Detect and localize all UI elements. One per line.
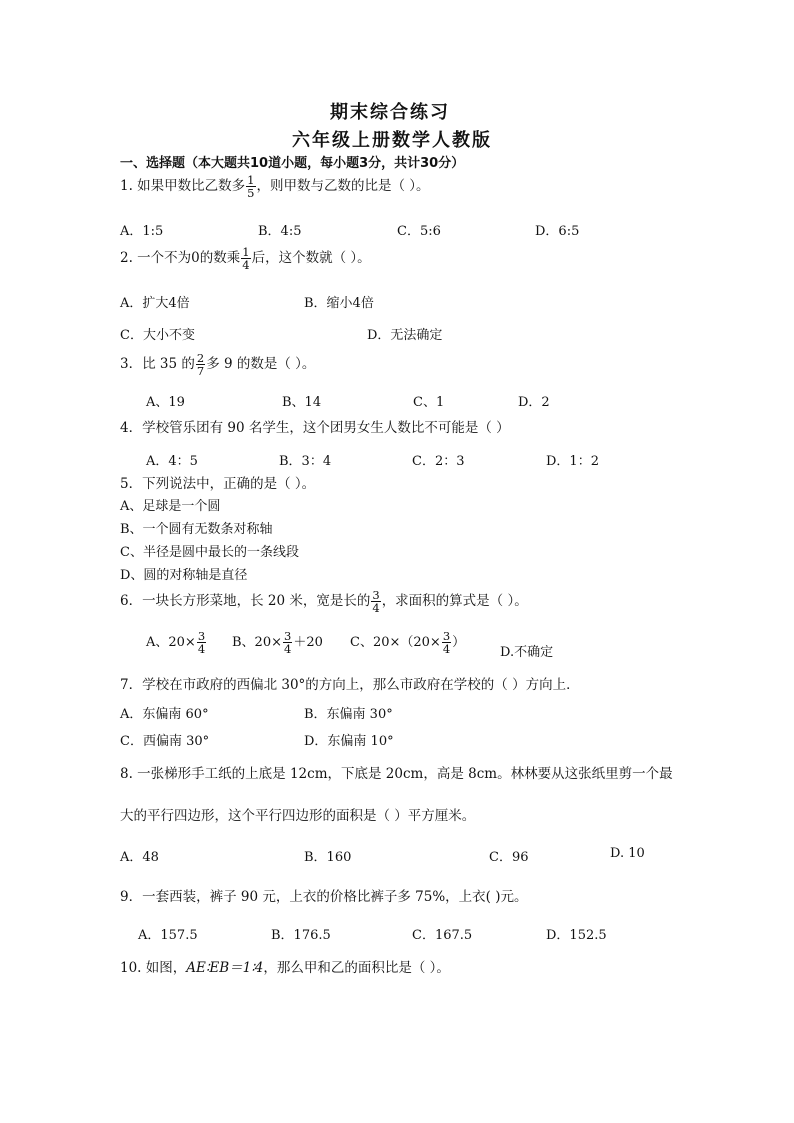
option-b: B．缩小4倍 bbox=[304, 296, 374, 311]
option-b: B、14 bbox=[282, 395, 322, 410]
section-heading: 一、选择题（本大题共10道小题，每小题3分，共计30分） bbox=[120, 156, 465, 171]
question-5: 5．下列说法中，正确的是（ ）。 bbox=[120, 476, 316, 492]
question-3-text-end: 多 9 的数是（ ）。 bbox=[206, 356, 316, 372]
option-c: C．5:6 bbox=[397, 224, 441, 239]
ratio-expression: AE∶EB＝1∶4 bbox=[186, 960, 264, 976]
option-a: A．4：5 bbox=[146, 454, 198, 469]
option-d: D．2 bbox=[518, 395, 550, 410]
fraction: $\frac{3}{4}$ bbox=[442, 629, 451, 656]
option-c: C．西偏南 30° bbox=[120, 734, 210, 749]
question-10-text: 10. 如图， bbox=[120, 960, 187, 976]
option-d: D、圆的对称轴是直径 bbox=[120, 568, 248, 583]
question-2-text-end: 后，这个数就（ ）。 bbox=[251, 250, 371, 266]
question-6 bbox=[120, 589, 528, 614]
option-d: D.不确定 bbox=[500, 645, 554, 660]
option-b: B．3：4 bbox=[279, 454, 332, 469]
question-8-line-1: 8. 一张梯形手工纸的上底是 12cm，下底是 20cm，高是 8cm。林林要从这张纸里剪一个最 bbox=[120, 766, 673, 782]
fraction: $\frac{2}{7}$ bbox=[196, 351, 205, 378]
option-d: D．6:5 bbox=[535, 224, 580, 239]
question-1 bbox=[120, 174, 430, 199]
fraction: $\frac{3}{4}$ bbox=[197, 629, 206, 656]
question-6-text: 6．一块长方形菜地，长 20 米，宽是长的 bbox=[120, 593, 371, 609]
option-b: B．东偏南 30° bbox=[304, 707, 393, 722]
question-9: 9．一套西装，裤子 90 元，上衣的价格比裤子多 75%，上衣( )元。 bbox=[120, 889, 528, 905]
option-a: A、20× $\frac{3}{4}$ bbox=[146, 629, 206, 656]
option-b: B、一个圆有无数条对称轴 bbox=[120, 522, 273, 537]
page-title: 期末综合练习 bbox=[330, 102, 450, 123]
option-a: A．扩大4倍 bbox=[120, 296, 190, 311]
question-1-text-end: ，则甲数与乙数的比是（ ）。 bbox=[256, 178, 430, 194]
question-10 bbox=[120, 956, 450, 976]
question-1-text: 1. 如果甲数比乙数多 bbox=[120, 178, 246, 194]
option-a: A．157.5 bbox=[138, 928, 198, 943]
question-2 bbox=[120, 246, 371, 271]
option-a: A．1:5 bbox=[120, 224, 164, 239]
fraction: $\frac{1}{5}$ bbox=[247, 173, 255, 200]
option-b: B．160 bbox=[304, 850, 352, 865]
option-d: D．东偏南 10° bbox=[304, 734, 394, 749]
question-4: 4．学校管乐团有 90 名学生，这个团男女生人数比不可能是（ ） bbox=[120, 420, 510, 436]
option-c: C、半径是圆中最长的一条线段 bbox=[120, 545, 299, 560]
question-2-text: 2. 一个不为0的数乘 bbox=[120, 250, 241, 266]
option-b: B．176.5 bbox=[271, 928, 331, 943]
option-b: B、20× $\frac{3}{4}$ ＋20 bbox=[232, 629, 323, 656]
option-a: A．东偏南 60° bbox=[120, 707, 209, 722]
option-c: C．2：3 bbox=[412, 454, 465, 469]
option-d: D. 10 bbox=[610, 846, 645, 861]
question-8-line-2: 大的平行四边形，这个平行四边形的面积是（ ）平方厘米。 bbox=[120, 808, 476, 824]
option-d: D．1：2 bbox=[546, 454, 599, 469]
fraction: $\frac{1}{4}$ bbox=[242, 245, 250, 272]
option-c: C、20×（20× $\frac{3}{4}$ ） bbox=[350, 629, 466, 656]
option-a: A．48 bbox=[120, 850, 159, 865]
option-d: D．152.5 bbox=[546, 928, 607, 943]
page-subtitle: 六年级上册数学人教版 bbox=[292, 130, 492, 151]
option-c: C．大小不变 bbox=[120, 328, 195, 343]
question-10-text-end: ，那么甲和乙的面积比是（ ）。 bbox=[263, 960, 450, 976]
option-a: A、足球是一个圆 bbox=[120, 499, 221, 514]
option-b: B．4:5 bbox=[258, 224, 302, 239]
option-c: C．96 bbox=[489, 850, 529, 865]
option-c: C、1 bbox=[413, 395, 445, 410]
question-3 bbox=[120, 352, 315, 377]
question-6-text-end: ，求面积的算式是（ ）。 bbox=[381, 593, 528, 609]
fraction: $\frac{3}{4}$ bbox=[372, 588, 380, 615]
question-7: 7．学校在市政府的西偏北 30°的方向上，那么市政府在学校的（ ）方向上． bbox=[120, 677, 580, 693]
question-3-text: 3．比 35 的 bbox=[120, 356, 195, 372]
option-d: D．无法确定 bbox=[367, 328, 443, 343]
option-c: C．167.5 bbox=[412, 928, 473, 943]
option-a: A、19 bbox=[146, 395, 185, 410]
fraction: $\frac{3}{4}$ bbox=[284, 629, 292, 656]
